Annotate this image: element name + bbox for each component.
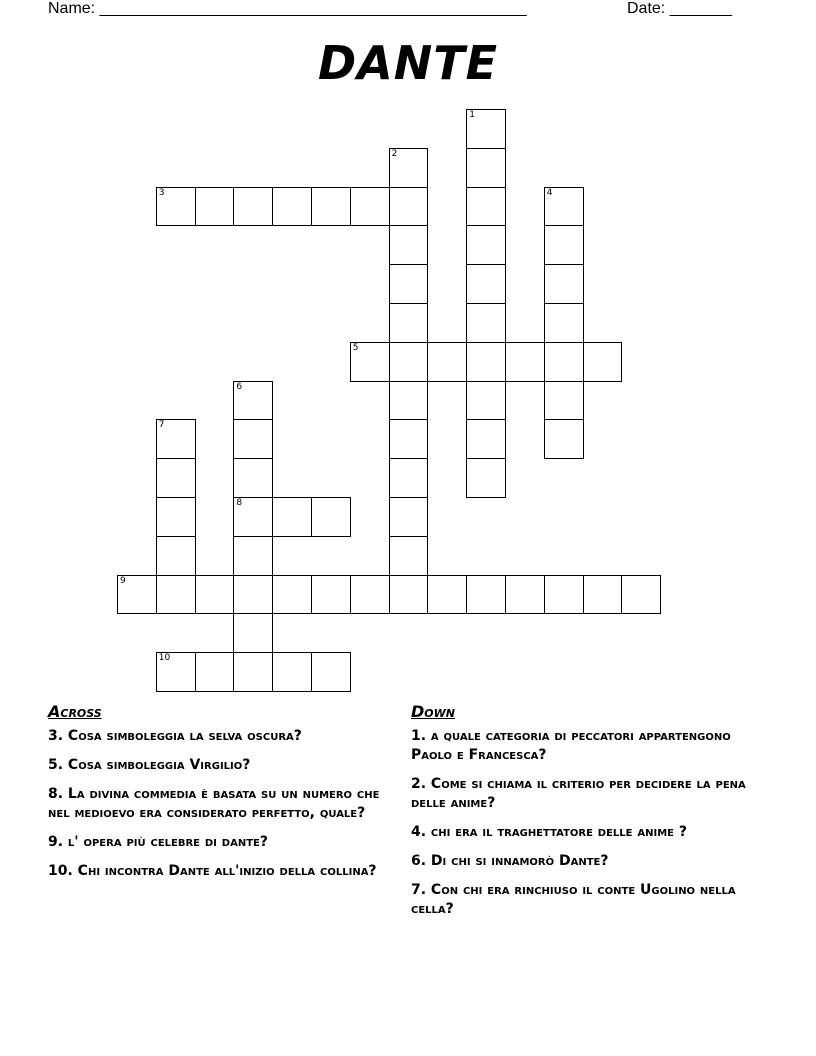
crossword-cell[interactable] (544, 225, 584, 265)
crossword-cell[interactable] (544, 303, 584, 343)
down-heading: Down (411, 702, 455, 721)
crossword-cell[interactable] (389, 187, 429, 227)
crossword-cell[interactable] (233, 575, 273, 615)
crossword-cell[interactable] (233, 613, 273, 653)
crossword-cell[interactable] (466, 148, 506, 188)
crossword-cell[interactable] (156, 419, 196, 459)
crossword-cell[interactable] (389, 225, 429, 265)
crossword-cell[interactable] (156, 652, 196, 692)
crossword-cell[interactable] (427, 342, 467, 382)
crossword-cell[interactable] (233, 497, 273, 537)
crossword-cell[interactable] (389, 497, 429, 537)
crossword-cell[interactable] (544, 575, 584, 615)
clue-number: 10 (158, 653, 171, 664)
crossword-cell[interactable] (195, 575, 235, 615)
crossword-cell[interactable] (544, 419, 584, 459)
across-clues (48, 702, 404, 891)
clue-number: 6 (236, 381, 243, 392)
across-heading: Across (48, 702, 102, 721)
crossword-cell[interactable] (389, 381, 429, 421)
crossword-cell[interactable] (350, 342, 390, 382)
crossword-cell[interactable] (272, 575, 312, 615)
clue-number: 2 (391, 148, 398, 159)
clue-across-3: 3. Cosa simboleggia la selva oscura? (48, 728, 302, 744)
crossword-cell[interactable] (156, 187, 196, 227)
down-clues (411, 702, 767, 929)
clue-number: 4 (546, 187, 553, 198)
clue-number: 3 (158, 187, 165, 198)
crossword-cell[interactable] (505, 575, 545, 615)
clue-number: 9 (120, 575, 126, 586)
clue-number: 7 (158, 420, 165, 431)
crossword-cell[interactable] (466, 342, 506, 382)
crossword-cell[interactable] (389, 342, 429, 382)
crossword-cell[interactable] (311, 575, 351, 615)
crossword-cell[interactable] (544, 342, 584, 382)
crossword-cell[interactable] (583, 342, 623, 382)
crossword-cell[interactable] (272, 652, 312, 692)
crossword-cell[interactable] (195, 652, 235, 692)
crossword-cell[interactable] (233, 536, 273, 576)
crossword-cell[interactable] (466, 419, 506, 459)
crossword-cell[interactable] (544, 264, 584, 304)
name-field-label: Name: ________________________________________________ (48, 0, 527, 17)
crossword-cell[interactable] (621, 575, 661, 615)
crossword-cell[interactable] (233, 381, 273, 421)
crossword-cell[interactable] (272, 187, 312, 227)
crossword-cell[interactable] (350, 187, 390, 227)
crossword-cell[interactable] (311, 187, 351, 227)
clue-down-4: 4. chi era il traghettatore delle anime ? (411, 824, 687, 840)
crossword-cell[interactable] (544, 187, 584, 227)
clue-down-6: 6. Di chi si innamorò Dante? (411, 853, 609, 869)
crossword-cell[interactable] (389, 148, 429, 188)
crossword-cell[interactable] (389, 419, 429, 459)
crossword-cell[interactable] (311, 497, 351, 537)
crossword-cell[interactable] (233, 187, 273, 227)
crossword-cell[interactable] (466, 187, 506, 227)
crossword-cell[interactable] (389, 536, 429, 576)
crossword-cell[interactable] (389, 264, 429, 304)
clue-number: 1 (469, 110, 475, 120)
crossword-cell[interactable] (156, 536, 196, 576)
crossword-cell[interactable] (389, 575, 429, 615)
crossword-cell[interactable] (466, 381, 506, 421)
crossword-cell[interactable] (195, 187, 235, 227)
crossword-cell[interactable] (427, 575, 467, 615)
clue-down-1: 1. a quale categoria di peccatori appartengono Paolo e Francesca? (411, 728, 731, 763)
crossword-cell[interactable] (466, 303, 506, 343)
crossword-cell[interactable] (389, 303, 429, 343)
crossword-cell[interactable] (389, 458, 429, 498)
crossword-cell[interactable] (466, 264, 506, 304)
clue-across-9: 9. l' opera più celebre di dante? (48, 834, 268, 850)
crossword-cell[interactable] (311, 652, 351, 692)
clue-down-7: 7. Con chi era rinchiuso il conte Ugolino nella cella? (411, 882, 736, 917)
crossword-cell[interactable] (156, 575, 196, 615)
crossword-cell[interactable] (156, 497, 196, 537)
clue-across-10: 10. Chi incontra Dante all'inizio della collina? (48, 863, 377, 879)
crossword-cell[interactable] (505, 342, 545, 382)
clue-across-8: 8. La divina commedia è basata su un numero che nel medioevo era considerato perfetto, quale? (48, 786, 380, 821)
crossword-cell[interactable] (466, 575, 506, 615)
date-field-label: Date: _______ (627, 0, 732, 17)
crossword-cell[interactable] (466, 109, 506, 149)
crossword-cell[interactable] (544, 381, 584, 421)
crossword-cell[interactable] (156, 458, 196, 498)
crossword-cell[interactable] (466, 458, 506, 498)
crossword-cell[interactable] (233, 458, 273, 498)
clue-down-2: 2. Come si chiama il criterio per decidere la pena delle anime? (411, 776, 746, 811)
crossword-cell[interactable] (583, 575, 623, 615)
clue-number: 8 (236, 498, 243, 508)
crossword-cell[interactable] (272, 497, 312, 537)
page-title: DANTE (317, 36, 499, 90)
crossword-cell[interactable] (233, 419, 273, 459)
crossword-cell[interactable] (350, 575, 390, 615)
crossword-cell[interactable] (233, 652, 273, 692)
clue-number: 5 (352, 342, 359, 353)
clue-across-5: 5. Cosa simboleggia Virgilio? (48, 757, 251, 773)
crossword-cell[interactable] (117, 575, 157, 615)
crossword-cell[interactable] (466, 225, 506, 265)
